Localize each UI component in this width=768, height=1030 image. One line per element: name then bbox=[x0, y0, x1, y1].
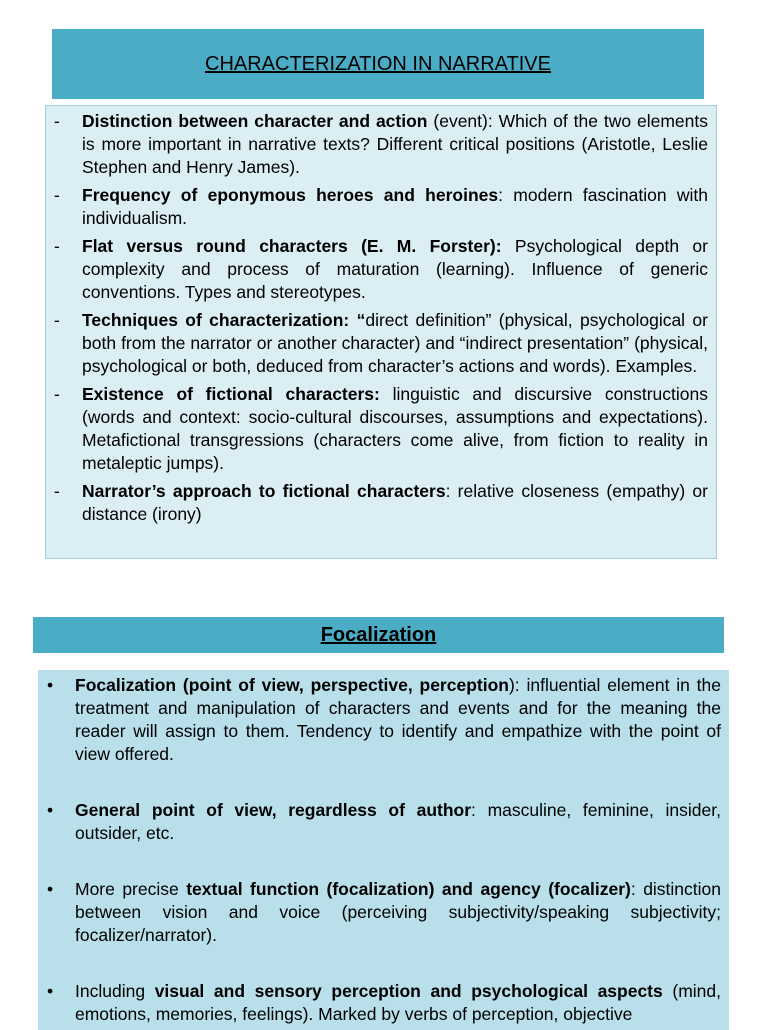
dash-marker: - bbox=[54, 236, 60, 256]
item-text: : modern fascination with individualism. bbox=[82, 185, 708, 228]
item-heading: visual and sensory perception and psychological aspects bbox=[154, 981, 663, 1001]
list-item bbox=[45, 674, 721, 766]
list-item bbox=[52, 110, 708, 179]
item-text: Psychological depth or complexity and process of maturation (learning). Influence of generic conventions. Types and stereotypes. bbox=[82, 236, 708, 302]
item-heading: Narrator’s approach to fictional characters bbox=[82, 481, 446, 501]
slide1-title: CHARACTERIZATION IN NARRATIVE bbox=[205, 52, 551, 75]
item-heading: Flat versus round characters (E. M. Forster): bbox=[82, 236, 502, 256]
characterization-content-box bbox=[45, 105, 717, 559]
item-heading: Techniques of characterization: “ bbox=[82, 310, 366, 330]
dash-marker: - bbox=[54, 481, 60, 501]
item-heading: Frequency of eponymous heroes and heroines bbox=[82, 185, 499, 205]
item-heading: Distinction between character and action bbox=[82, 111, 428, 131]
item-text: (event): Which of the two elements is more important in narrative texts? Different critical positions (Aristotle, Leslie Stephen and Henry James). bbox=[82, 111, 708, 177]
item-text: : distinction between vision and voice (perceiving subjectivity/speaking subjectivity; focalizer/narrator). bbox=[75, 879, 722, 945]
list-item bbox=[45, 980, 721, 1026]
item-text: ): influential element in the treatment and manipulation of characters and events and for the meaning the reader will assign to them. Tendency to identify and empathize with the point of view offered. bbox=[75, 675, 721, 764]
dash-marker: - bbox=[54, 111, 60, 131]
dash-marker: - bbox=[54, 310, 60, 330]
list-item bbox=[52, 383, 708, 475]
list-item bbox=[52, 184, 708, 230]
dash-marker: - bbox=[54, 185, 60, 205]
item-heading: General point of view, regardless of author bbox=[75, 800, 472, 820]
bullet-marker: • bbox=[47, 800, 54, 820]
list-item bbox=[52, 309, 708, 378]
list-item bbox=[45, 878, 721, 947]
list-item bbox=[52, 235, 708, 304]
bullet-marker: • bbox=[47, 981, 54, 1001]
list-item bbox=[45, 799, 721, 845]
item-heading: Existence of fictional characters: bbox=[82, 384, 380, 404]
slide2-title-bar bbox=[33, 617, 724, 653]
item-lead: Including bbox=[75, 981, 155, 1001]
item-text: : relative closeness (empathy) or distance (irony) bbox=[82, 481, 708, 524]
focalization-content-box bbox=[38, 670, 729, 1030]
item-heading: textual function (focalization) and agency (focalizer) bbox=[186, 879, 631, 899]
item-text: linguistic and discursive constructions (words and context: socio-cultural discourses, assumptions and expectations). Metafictional transgressions (characters come alive, from fiction to reality in metaleptic jumps). bbox=[82, 384, 708, 473]
characterization-list bbox=[52, 110, 708, 526]
dash-marker: - bbox=[54, 384, 60, 404]
bullet-marker: • bbox=[47, 675, 54, 695]
item-text: : masculine, feminine, insider, outsider, etc. bbox=[75, 800, 721, 843]
item-heading: Focalization (point of view, perspective, perception bbox=[75, 675, 509, 695]
slide1-title-bar bbox=[52, 29, 704, 99]
bullet-marker: • bbox=[47, 879, 54, 899]
focalization-list bbox=[45, 674, 721, 1026]
item-lead: More precise bbox=[75, 879, 187, 899]
item-text: direct definition” (physical, psychological or both from the narrator or another character) and “indirect presentation” (physical, psychological or both, deduced from character’s actions and words). Examples. bbox=[82, 310, 708, 376]
list-item bbox=[52, 480, 708, 526]
item-text: (mind, emotions, memories, feelings). Marked by verbs of perception, objective bbox=[75, 981, 721, 1024]
slide2-title: Focalization bbox=[320, 623, 437, 646]
